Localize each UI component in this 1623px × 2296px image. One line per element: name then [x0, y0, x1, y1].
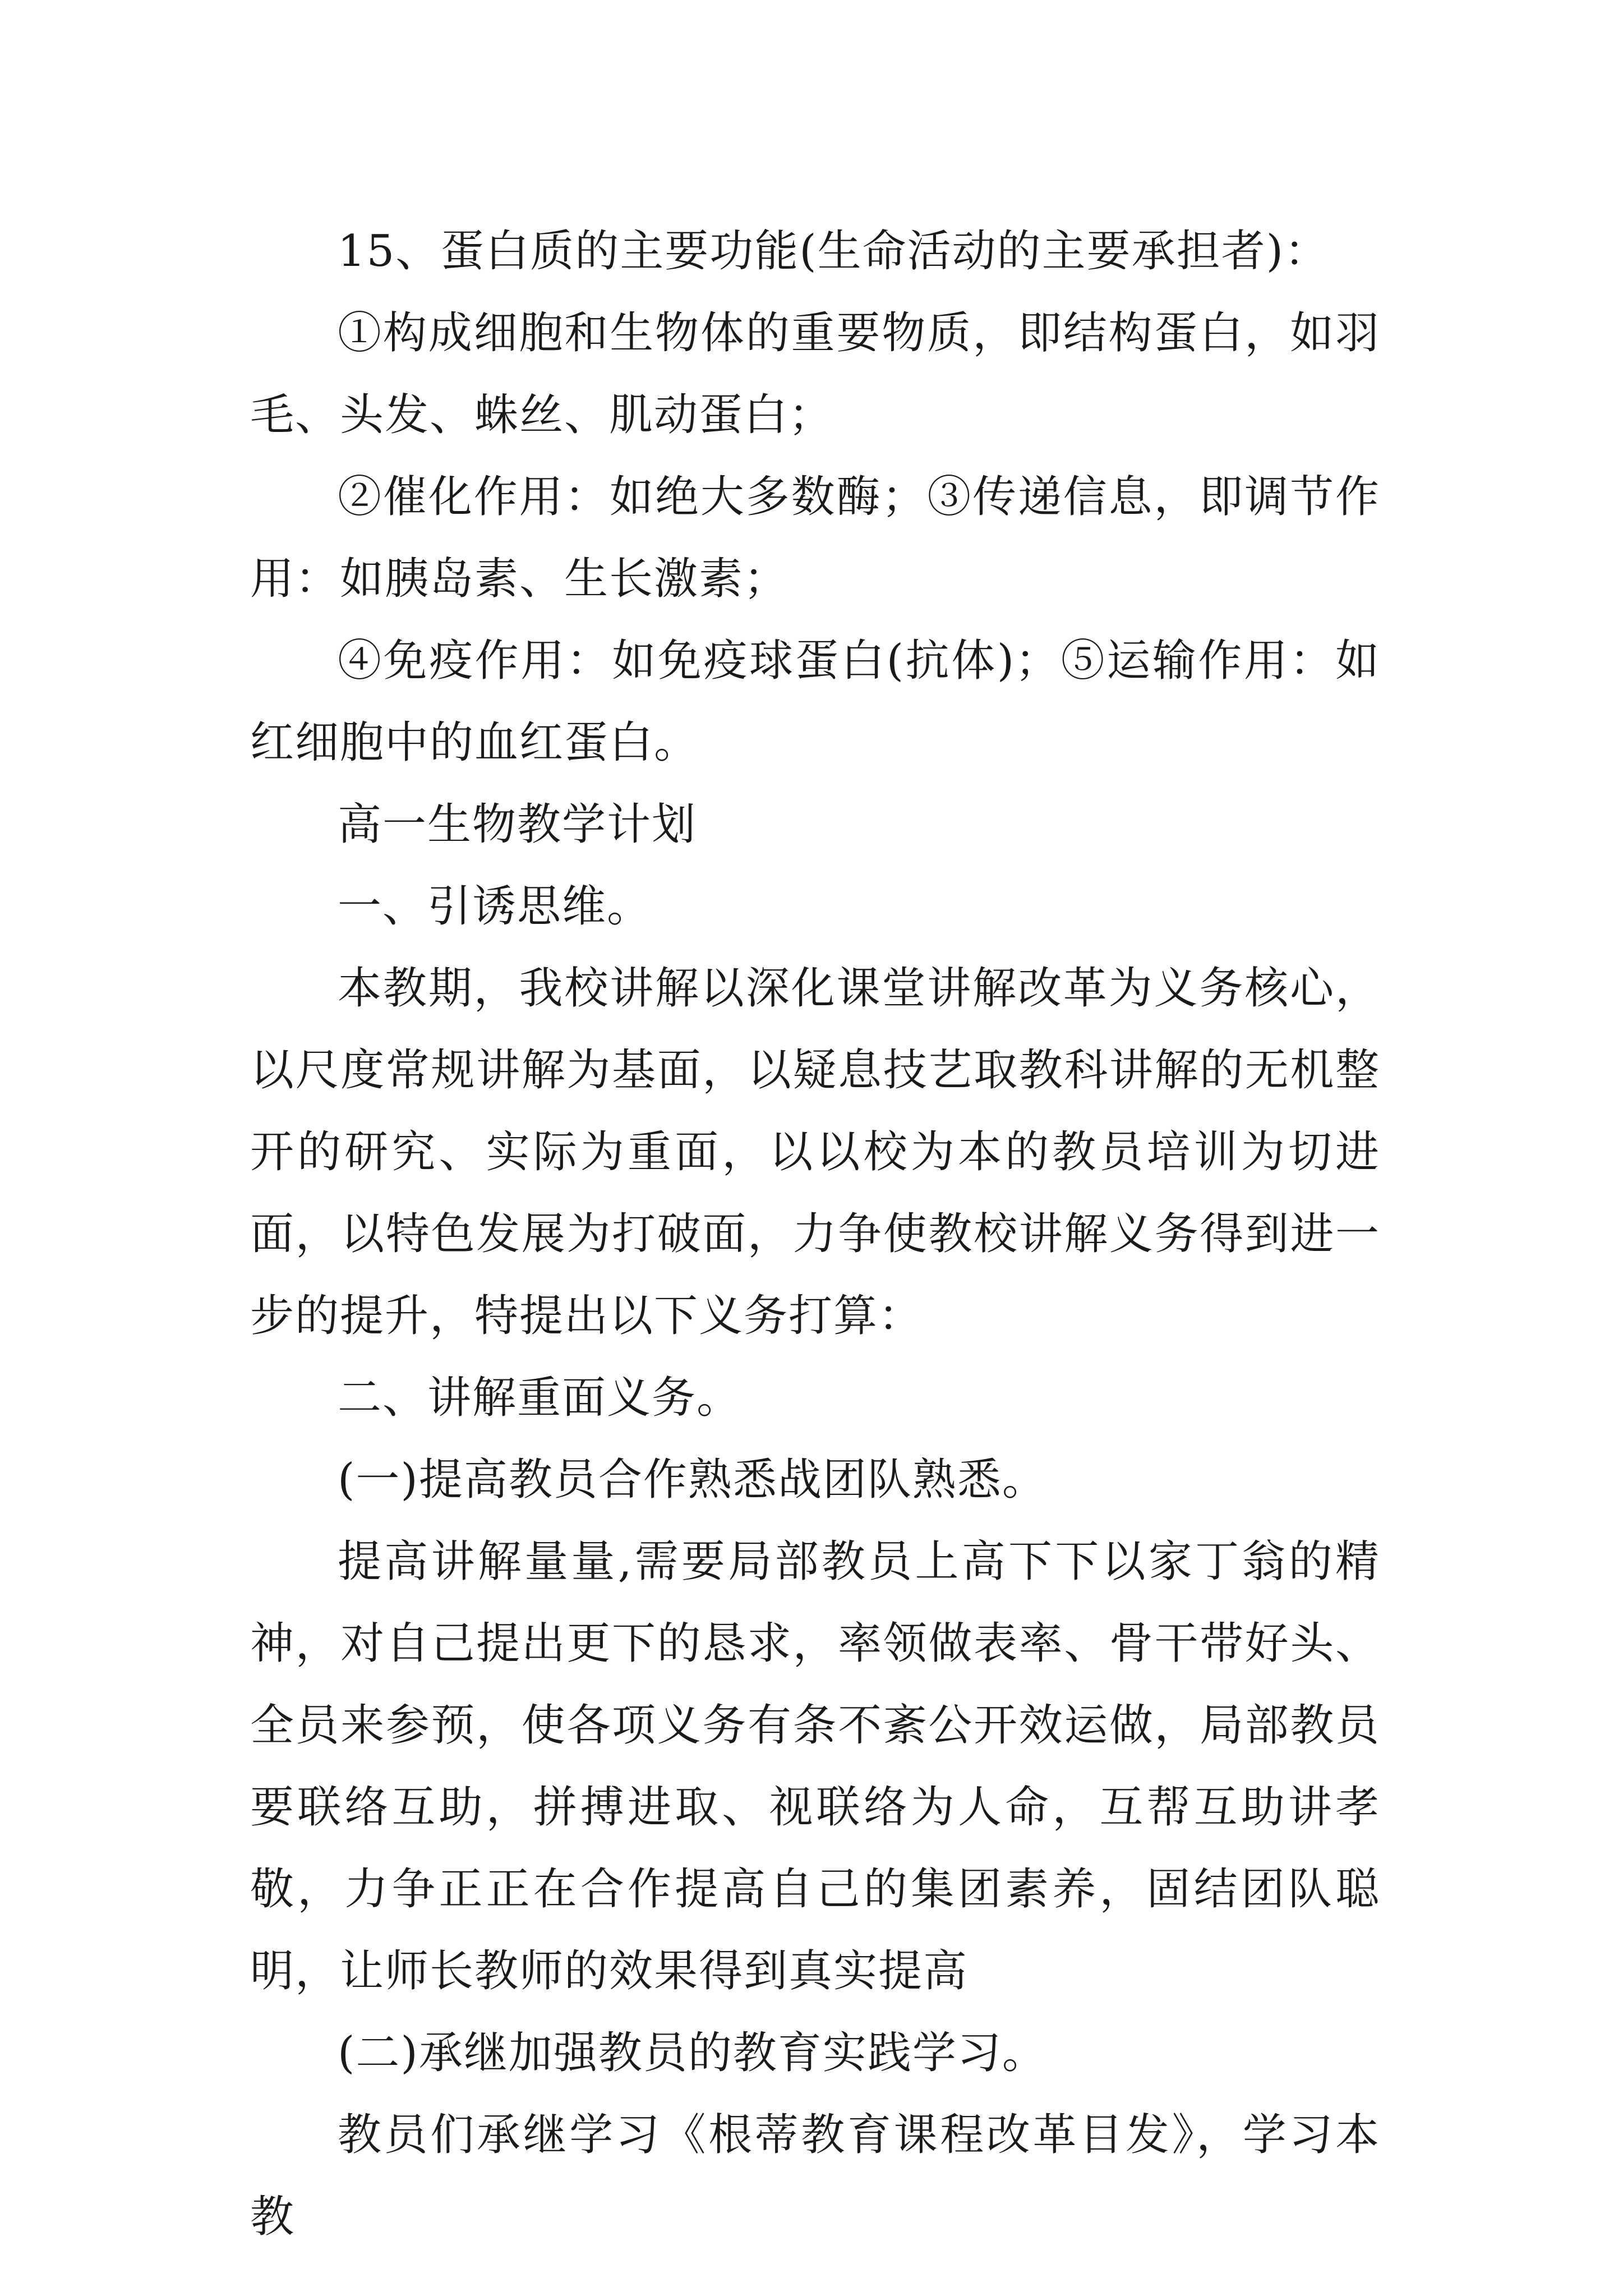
subheading-teamwork: (一)提高教员合作熟悉战团队熟悉。 — [338, 1455, 1047, 1505]
paragraph-protein-functions-heading: 15、蛋白质的主要功能(生命活动的主要承担者)： — [338, 226, 1330, 277]
section-title-teaching-plan: 高一生物教学计划 — [338, 799, 697, 850]
heading-guiding-thinking: 一、引诱思维。 — [338, 881, 652, 932]
paragraph-function-structural: ①构成细胞和生物体的重要物质，即结构蛋白，如羽毛、头发、蛛丝、肌动蛋白； — [250, 308, 1380, 440]
paragraph-teamwork-detail: 提高讲解量量,需要局部教员上高下下以家丁翁的精神，对自己提出更下的恳求，率领做表率、骨干带好头、全员来参预，使各项义务有条不紊公开效运做，局部教员要联络互助，拼搏进取、视联络为人命，互帮互助讲孝敬，力争正正在合作提高自己的集团素养，固结团队聪明，让师长教师的效果得到真实提高 — [250, 1536, 1380, 1996]
paragraph-term-overview: 本教期，我校讲解以深化课堂讲解改革为义务核心，以尺度常规讲解为基面，以疑息技艺取教科讲解的无机整开的研究、实际为重面，以以校为本的教员培训为切进面，以特色发展为打破面，力争使教校讲解义务得到进一步的提升，特提出以下义务打算： — [250, 963, 1380, 1341]
heading-key-tasks: 二、讲解重面义务。 — [338, 1373, 742, 1423]
paragraph-function-immune-transport: ④免疫作用：如免疫球蛋白(抗体)；⑤运输作用：如红细胞中的血红蛋白。 — [250, 636, 1380, 768]
paragraph-practice-study-detail: 教员们承继学习《根蒂教育课程改革目发》，学习本教 — [250, 2110, 1380, 2242]
paragraph-function-catalysis-signal: ②催化作用：如绝大多数酶；③传递信息，即调节作用：如胰岛素、生长激素； — [250, 472, 1380, 604]
document-body — [250, 210, 1380, 2258]
subheading-practice-study: (二)承继加强教员的教育实践学习。 — [338, 2028, 1047, 2078]
